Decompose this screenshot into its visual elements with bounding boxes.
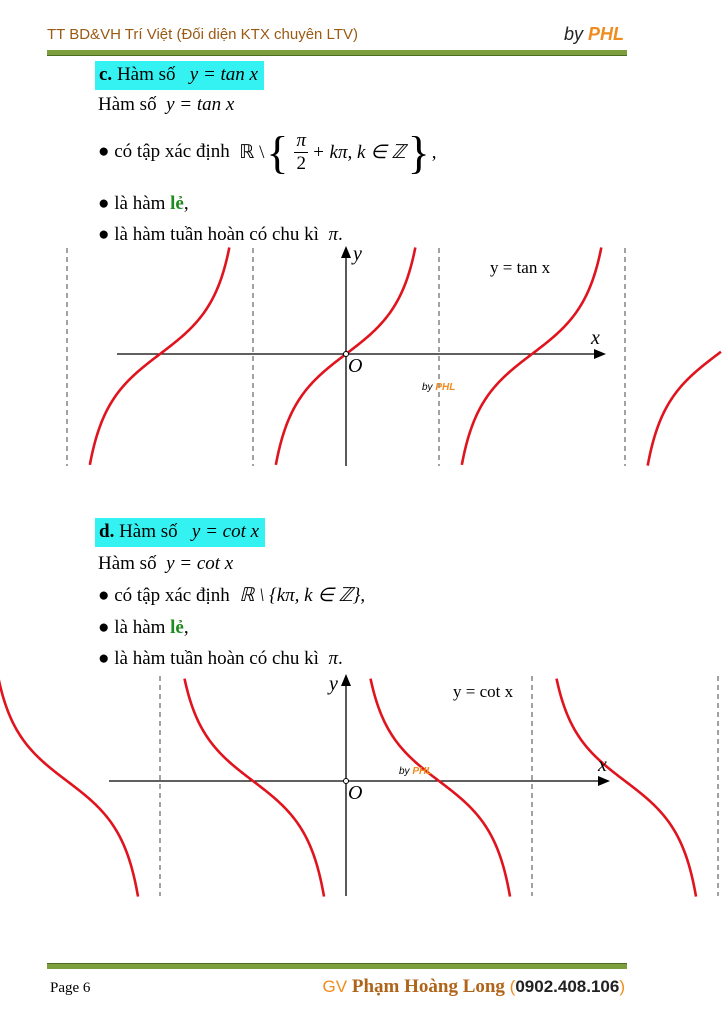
section-d-odd-word: lẻ [170,617,184,638]
cot-x-arrow-icon [598,776,610,786]
section-c-label: c. [99,64,113,85]
section-c-domain-prefix: ● có tập xác định [98,141,230,162]
tan-watermark-prefix: by [422,382,436,393]
section-c-domain-open-brace: { [266,126,289,178]
section-c-intro-function: y = tan x [166,94,235,115]
section-c-domain-rest: + kπ, k ∈ ℤ [311,141,406,163]
section-c-domain-end: , [431,141,437,163]
cot-y-arrow-icon [341,674,351,686]
section-d-title-text: Hàm số [119,521,178,542]
section-c-title-text: Hàm số [116,64,176,85]
footer-phone: 0902.408.106 [515,977,620,996]
section-d-domain-end: , [360,585,366,606]
cot-curve-branch [0,679,138,897]
section-d-period-end: . [337,648,343,669]
cot-curve-branch [557,679,697,897]
header-brand-prefix: by [563,24,588,44]
section-d-period-value: π [328,648,338,669]
cot-watermark-prefix: by [399,766,413,777]
section-d-domain-set: ℝ \ {kπ, k ∈ ℤ} [239,585,361,606]
header-center-name: TT BD&VH Trí Việt (Đối diện KTX chuyên LTV) [47,26,358,43]
cot-watermark [399,766,432,777]
footer-open-paren: ( [504,977,516,996]
footer-teacher-name: Phạm Hoàng Long [351,976,505,997]
section-c-intro-text: Hàm số [98,94,157,115]
section-c-domain-close-brace: } [407,126,430,178]
section-d-odd-prefix: ● là hàm [98,617,171,638]
section-d-domain-prefix: ● có tập xác định [98,585,230,606]
cot-curve-branch [371,679,511,897]
section-c-odd-word: lẻ [170,193,184,214]
section-c-title-function: y = tan x [189,64,258,85]
page-number: Page 6 [50,980,91,996]
section-d-intro-text: Hàm số [98,553,157,574]
section-d-title-function: y = cot x [191,521,260,542]
tan-x-label: x [591,327,600,349]
section-c-period-end: . [337,224,343,245]
section-c-period-value: π [328,224,338,245]
section-c-odd-end: , [183,193,189,214]
section-c-period-prefix: ● là hàm tuần hoàn có chu kì [98,224,319,245]
section-d-intro-function: y = cot x [166,553,234,574]
section-c-odd-prefix: ● là hàm [98,193,171,214]
tan-function-label: y = tan x [490,258,551,277]
section-c-frac-den: 2 [296,153,306,175]
footer-close-paren: ) [619,977,625,996]
footer-rule [47,963,627,969]
tan-y-label: y [353,243,362,265]
header-brand-accent: PHL [588,24,624,44]
cot-watermark-accent: PHL [412,766,433,777]
section-d-odd-end: , [183,617,189,638]
cot-function-label: y = cot x [453,682,514,701]
footer-gv-prefix: GV [322,977,352,996]
section-c-frac-num: π [296,130,306,152]
section-c-domain-real: ℝ \ [239,141,265,163]
tan-watermark-accent: PHL [435,382,456,393]
cot-origin-label: O [348,782,363,804]
cot-curve-branch [185,679,324,897]
section-d-period-prefix: ● là hàm tuần hoàn có chu kì [98,648,319,669]
footer-author [323,976,625,998]
section-d-label: d. [99,521,115,542]
cot-y-label: y [329,673,338,695]
tan-origin-label: O [348,355,363,377]
cot-x-label: x [598,754,607,776]
